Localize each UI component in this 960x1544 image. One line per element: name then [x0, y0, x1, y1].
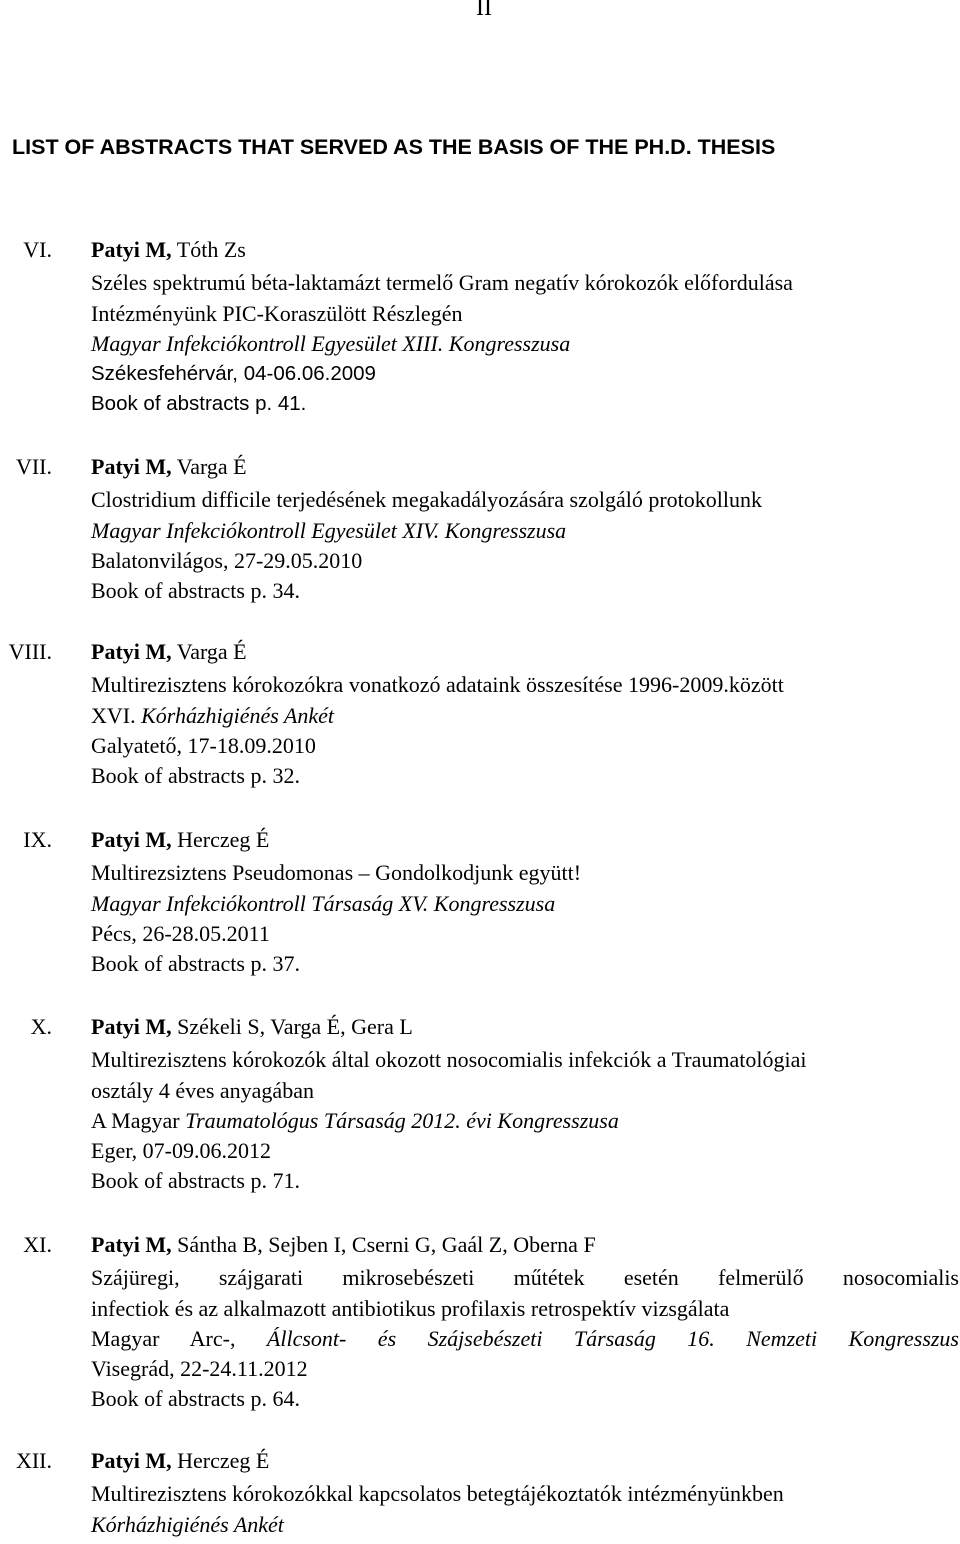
meeting-prefix: A Magyar [91, 1107, 180, 1133]
meeting-name: Traumatológus Társaság 2012. évi Kongresszusa [185, 1107, 619, 1133]
entry-meeting [91, 701, 959, 731]
entry-place-date: Visegrád, 22-24.11.2012 [91, 1356, 308, 1382]
entry-body [91, 637, 959, 791]
entry-book-pages: Book of abstracts p. 32. [91, 763, 300, 789]
entry-authors [91, 637, 959, 667]
lead-author: Patyi M, [91, 1232, 172, 1257]
entry-place-date: Pécs, 26-28.05.2011 [91, 920, 270, 946]
entry-body [91, 825, 959, 979]
co-authors: Tóth Zs [176, 237, 246, 262]
entry-meeting [91, 516, 959, 546]
entry-authors [91, 1446, 959, 1476]
meeting-name: Magyar Infekciókontroll Egyesület XIII. Kongresszusa [91, 330, 571, 356]
page-number: II [476, 0, 492, 21]
entry-title-line: Intézményünk PIC-Koraszülött Részlegén [91, 300, 463, 326]
entry-title-line: Szájüregi, szájgarati mikrosebészeti műtétek esetén felmerülő nosocomialis [91, 1265, 959, 1291]
entry-title-line: infectiok és az alkalmazott antibiotikus profilaxis retrospektív vizsgálata [91, 1295, 730, 1321]
entry-numeral: VI. [23, 237, 52, 262]
entry-place-date: Székesfehérvár, 04-06.06.2009 [91, 362, 376, 386]
meeting-prefix: Magyar Arc-, [91, 1325, 236, 1351]
entry-numeral: X. [30, 1014, 52, 1039]
meeting-name: Magyar Infekciókontroll Egyesület XIV. Kongresszusa [91, 517, 567, 543]
entry-numeral: VIII. [8, 639, 52, 664]
entry-title-line: Multirezisztens kórokozókra vonatkozó adataink összesítése 1996-2009.között [91, 672, 784, 698]
lead-author: Patyi M, [91, 454, 172, 479]
co-authors: Varga É [176, 639, 247, 664]
meeting-name: Kórházhigiénés Ankét [91, 1511, 284, 1537]
meeting-name: Magyar Infekciókontroll Társaság XV. Kongresszusa [91, 890, 556, 916]
entry-title-line: Széles spektrumú béta-laktamázt termelő Gram negatív kórokozók előfordulása [91, 270, 793, 296]
entry-place-date: Balatonvilágos, 27-29.05.2010 [91, 547, 363, 573]
lead-author: Patyi M, [91, 639, 172, 664]
entry-authors [91, 1230, 959, 1260]
entry-authors [91, 452, 959, 482]
entry-title-line: Multirezisztens kórokozókkal kapcsolatos betegtájékoztatók intézményünkben [91, 1481, 784, 1507]
entry-book-pages: Book of abstracts p. 71. [91, 1168, 300, 1194]
lead-author: Patyi M, [91, 1014, 172, 1039]
entry-meeting [91, 329, 959, 359]
entry-title-line: Multirezsiztens Pseudomonas – Gondolkodjunk együtt! [91, 860, 582, 886]
entry-body [91, 1446, 959, 1540]
lead-author: Patyi M, [91, 1448, 172, 1473]
co-authors: Varga É [176, 454, 247, 479]
entry-meeting [91, 1510, 959, 1540]
entry-book-pages: Book of abstracts p. 37. [91, 951, 300, 977]
entry-numeral: VII. [15, 454, 52, 479]
entry-authors [91, 1012, 959, 1042]
entry-meeting [91, 1324, 959, 1354]
entry-title-line: Clostridium difficile terjedésének megakadályozására szolgáló protokollunk [91, 487, 762, 513]
meeting-name: Kórházhigiénés Ankét [141, 702, 335, 728]
entry-body [91, 1230, 959, 1415]
entry-numeral: XII. [15, 1448, 52, 1473]
lead-author: Patyi M, [91, 827, 172, 852]
meeting-prefix: XVI. [91, 702, 136, 728]
page-title: LIST OF ABSTRACTS THAT SERVED AS THE BASIS OF THE PH.D. THESIS [12, 135, 776, 159]
meeting-name: Állcsont- és Szájsebészeti Társaság 16. Nemzeti Kongresszus [266, 1325, 959, 1351]
co-authors: Herczeg É [177, 1448, 270, 1473]
co-authors: Székeli S, Varga É, Gera L [177, 1014, 413, 1039]
entry-authors [91, 825, 959, 855]
entry-place-date: Eger, 07-09.06.2012 [91, 1138, 271, 1164]
entry-meeting [91, 1106, 959, 1136]
entry-title-line: osztály 4 éves anyagában [91, 1077, 314, 1103]
entry-numeral: IX. [23, 827, 52, 852]
entry-title-line: Multirezisztens kórokozók által okozott nosocomialis infekciók a Traumatológiai [91, 1047, 807, 1073]
entry-authors [91, 235, 959, 265]
entry-place-date: Galyatető, 17-18.09.2010 [91, 732, 316, 758]
entry-body [91, 235, 959, 420]
entry-book-pages: Book of abstracts p. 64. [91, 1386, 300, 1412]
entry-body [91, 1012, 959, 1197]
co-authors: Herczeg É [177, 827, 270, 852]
lead-author: Patyi M, [91, 237, 172, 262]
co-authors: Sántha B, Sejben I, Cserni G, Gaál Z, Oberna F [177, 1232, 596, 1257]
entry-book-pages: Book of abstracts p. 41. [91, 392, 307, 416]
entry-body [91, 452, 959, 606]
entry-numeral: XI. [23, 1232, 52, 1257]
entry-meeting [91, 889, 959, 919]
entry-book-pages: Book of abstracts p. 34. [91, 578, 300, 604]
